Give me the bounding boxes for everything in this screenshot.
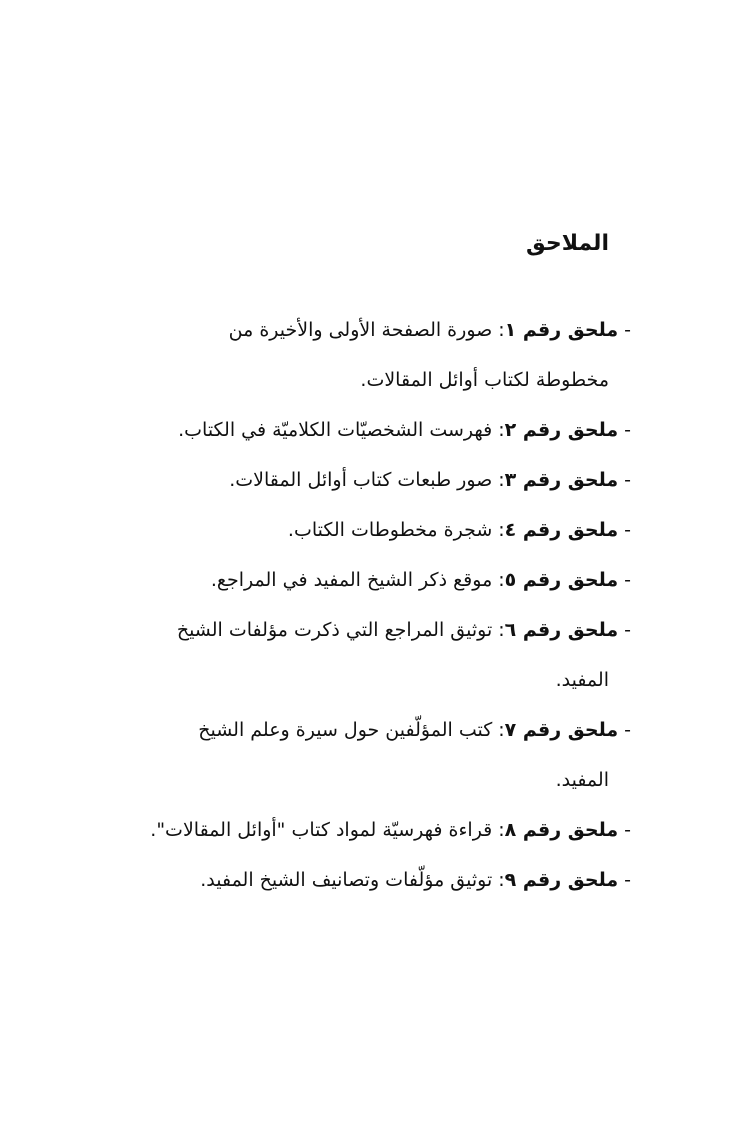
list-dash: - (624, 719, 631, 741)
label-separator: : (498, 469, 505, 491)
appendix-item-7 (101, 705, 631, 805)
appendix-text: قراءة فهرسيّة لمواد كتاب "أوائل المقالات". (150, 819, 493, 841)
label-separator: : (498, 869, 505, 891)
appendix-text: كتب المؤلّفين حول سيرة وعلم الشيخ (198, 719, 493, 741)
list-dash: - (624, 469, 631, 491)
list-dash: - (624, 619, 631, 641)
appendix-item-3 (101, 455, 631, 505)
label-separator: : (498, 819, 505, 841)
appendix-text-continuation: المفيد. (555, 769, 609, 791)
appendix-text: شجرة مخطوطات الكتاب. (287, 519, 493, 541)
appendix-item-6 (101, 605, 631, 705)
appendix-label: ملحق رقم ١ (504, 319, 619, 341)
appendix-label: ملحق رقم ٢ (504, 419, 619, 441)
list-dash: - (624, 319, 631, 341)
appendix-text-continuation: مخطوطة لكتاب أوائل المقالات. (360, 369, 609, 391)
label-separator: : (498, 519, 505, 541)
label-separator: : (498, 419, 505, 441)
appendix-item-1 (101, 305, 631, 405)
appendix-item-9 (101, 855, 631, 905)
appendix-item-5 (101, 555, 631, 605)
appendix-text: فهرست الشخصيّات الكلاميّة في الكتاب. (178, 419, 493, 441)
list-dash: - (624, 819, 631, 841)
list-dash: - (624, 419, 631, 441)
appendix-label: ملحق رقم ٨ (504, 819, 619, 841)
appendix-label: ملحق رقم ٣ (504, 469, 619, 491)
list-dash: - (624, 519, 631, 541)
appendix-label: ملحق رقم ٤ (504, 519, 619, 541)
appendix-text: توثيق المراجع التي ذكرت مؤلفات الشيخ (176, 619, 493, 641)
appendix-item-8 (101, 805, 631, 855)
appendix-text: توثيق مؤلّفات وتصانيف الشيخ المفيد. (200, 869, 493, 891)
appendix-item-4 (101, 505, 631, 555)
appendix-text-continuation: المفيد. (555, 669, 609, 691)
appendix-text: موقع ذكر الشيخ المفيد في المراجع. (210, 569, 493, 591)
list-dash: - (624, 569, 631, 591)
list-dash: - (624, 869, 631, 891)
appendix-label: ملحق رقم ٧ (504, 719, 619, 741)
appendix-item-2 (101, 405, 631, 455)
page-title: الملاحق (526, 231, 609, 256)
label-separator: : (498, 619, 505, 641)
appendix-text: صور طبعات كتاب أوائل المقالات. (229, 469, 493, 491)
appendix-list (101, 305, 631, 905)
appendix-text: صورة الصفحة الأولى والأخيرة من (228, 319, 493, 341)
label-separator: : (498, 569, 505, 591)
label-separator: : (498, 319, 505, 341)
appendix-label: ملحق رقم ٦ (504, 619, 619, 641)
appendix-label: ملحق رقم ٥ (504, 569, 619, 591)
label-separator: : (498, 719, 505, 741)
appendix-label: ملحق رقم ٩ (504, 869, 619, 891)
